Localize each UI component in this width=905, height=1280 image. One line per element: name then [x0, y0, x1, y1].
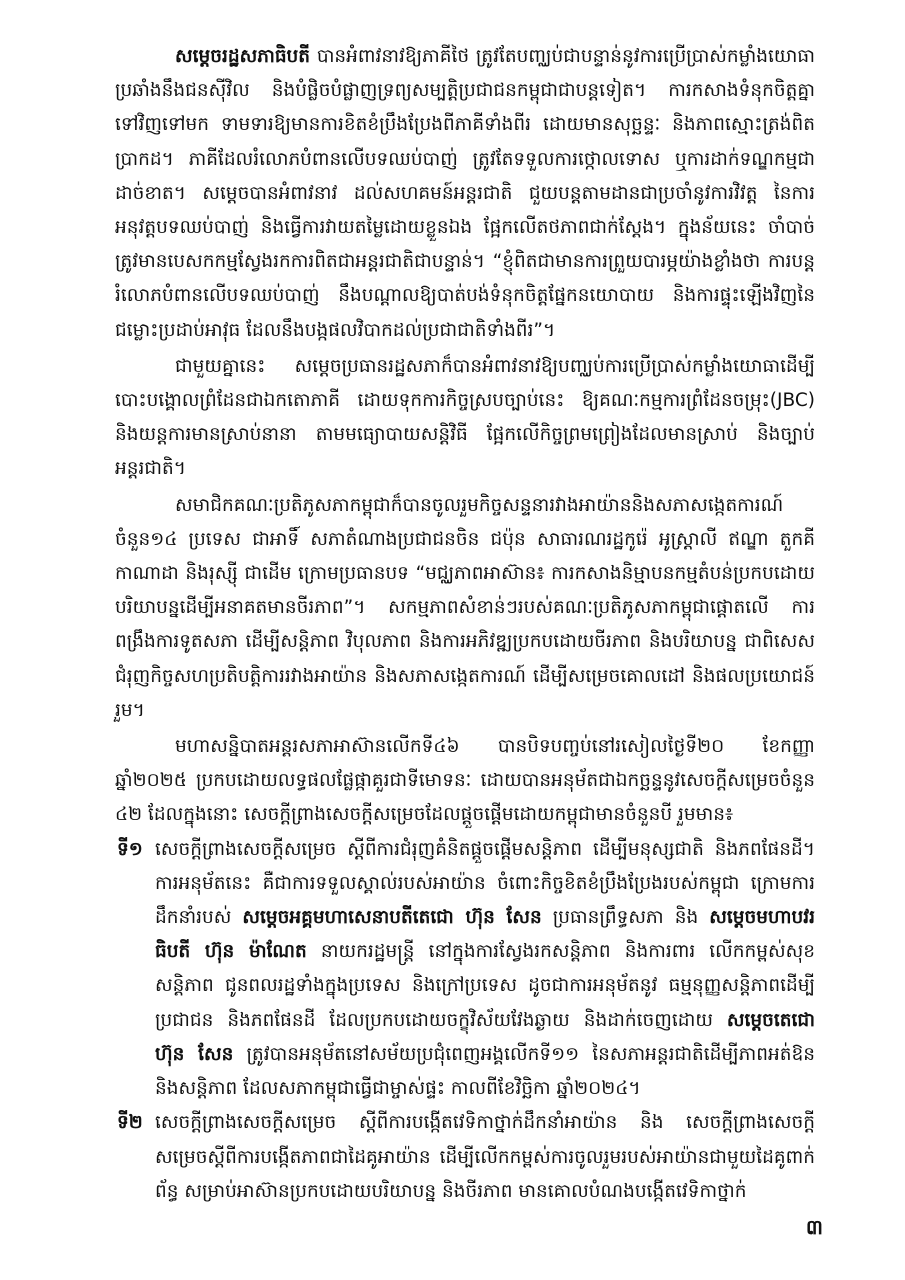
list-item-1-text-b: ប្រធានព្រឹទ្ធសភា និង — [541, 907, 710, 929]
list-item-1-bold-b: សម្តេចមហាបវរធិបតី ហ៊ុន ម៉ាណែត — [155, 907, 815, 963]
list-item-2-text: សេចក្តីព្រាងសេចក្តីសម្រេច ស្តីពីការបង្កើតវេទិកាថ្នាក់ដឹកនាំអាយ៉ាន និង សេចក្តីព្រាងសេចក្តីសម្រេចស្តីពីការបង្កើតភាពជាដៃគូអាយ៉ាន ដើម្បីលើកកម្ពស់ការចូលរួមរបស់អាយ៉ានជាមួយដៃគូពាក់ព័ន្ធ សម្រាប់អាស៊ានប្រកបដោយបរិយាបន្ន និងចីរភាព មានគោលបំណងបង្កើតវេទិកាថ្នាក់ — [155, 1112, 815, 1202]
page-number: ៣ — [805, 1215, 823, 1239]
paragraph-1-text: បានអំពាវនាវឱ្យភាគីថៃ ត្រូវតែបញ្ឈប់ជាបន្ទាន់នូវការប្រើប្រាស់កម្លាំងយោធាប្រឆាំងនឹងជនស៊ីវិល និងបំផ្លិចបំផ្លាញទ្រព្យសម្បត្តិប្រជាជនកម្ពុជាជាបន្តទៀត។ ការកសាងទំនុកចិត្តគ្នាទៅវិញទៅមក ទាមទារឱ្យមានការខិតខំប្រឹងប្រែងពីភាគីទាំងពីរ ដោយមានសុច្ឆន្ទៈ និងភាពស្មោះត្រង់ពិតប្រាកដ។ ភាគីដែលរំលោភបំពានលើបទឈប់បាញ់ ត្រូវតែទទួលការថ្កោលទោស ឬការដាក់ទណ្ឌកម្មជាដាច់ខាត។ សម្តេចបានអំពាវនាវ ដល់សហគមន៍អន្តរជាតិ ជួយបន្តតាមដានជាប្រចាំនូវការវិវត្ត នៃការអនុវត្តបទឈប់បាញ់ និងធ្វើការវាយតម្លៃដោយខ្លួនឯង ផ្អែកលើតថភាពជាក់ស្តែង។ ក្នុងន័យនេះ ចាំបាច់ត្រូវមានបេសកកម្មស្វែងរកការពិតជាអន្តរជាតិជាបន្ទាន់។ “ខ្ញុំពិតជាមានការព្រួយបារម្ភយ៉ាងខ្លាំងថា ការបន្តរំលោភបំពានលើបទឈប់បាញ់ នឹងបណ្តាលឱ្យបាត់បង់ទំនុកចិត្តផ្នែកនយោបាយ និងការផ្ទុះឡើងវិញនៃជម្លោះប្រដាប់អាវុធ ដែលនឹងបង្កផលវិបាកដល់ប្រជាជាតិទាំងពីរ”។ — [115, 46, 815, 341]
list-item-1-bold-a: សម្តេចអគ្គមហាសេនាបតីតេជោ ហ៊ុន សែន — [242, 907, 542, 929]
list-item-1-text-d: ត្រូវបានអនុម័តនៅសម័យប្រជុំពេញអង្គលើកទី១១ នៃសភាអន្តរជាតិដើម្បីភាពអត់ឱន និងសន្តិភាព ដែលសភាកម្ពុជាធ្វើជាម្ចាស់ផ្ទះ កាលពីខែវិច្ឆិកា ឆ្នាំ២០២៤។ — [155, 1043, 815, 1100]
paragraph-4: មហាសន្និបាតអន្តរសភាអាស៊ានលើកទី៤៦ បានបិទបញ្ចប់នៅរសៀលថ្ងៃទី២០ ខែកញ្ញា ឆ្នាំ២០២៥ ប្រកបដោយលទ្ធផលផ្លែផ្កាគួរជាទីមោទនៈ ដោយបានអនុម័តជាឯកច្ឆន្ទនូវសេចក្តីសម្រេចចំនួន ៤២ ដែលក្នុងនោះ សេចក្តីព្រាងសេចក្តីសម្រេចដែលផ្តួចផ្តើមដោយកម្ពុជាមានចំនួនបី រួមមាន៖ — [115, 736, 815, 826]
paragraph-1-bold-lead: សម្តេចរដ្ឋសភាធិបតី — [175, 46, 311, 67]
list-item-2-number: ទី២ — [117, 1112, 143, 1134]
list-item-1-number: ទី១ — [117, 838, 143, 860]
list-item-1-text-a: សេចក្តីព្រាងសេចក្តីសម្រេច ស្តីពីការជំរុញគំនិតផ្តួចផ្តើមសន្តិភាព ដើម្បីមនុស្សជាតិ និងភពផែនដី។ ការអនុម័តនេះ គឺជាការទទួលស្គាល់របស់អាយ៉ាន ចំពោះកិច្ចខិតខំប្រឹងប្រែងរបស់កម្ពុជា ក្រោមការដឹកនាំរបស់ — [155, 838, 815, 929]
paragraph-1 — [115, 40, 815, 348]
paragraph-3: សមាជិកគណៈប្រតិភូសភាកម្ពុជាក៏បានចូលរួមកិច្ចសន្ទនារវាងអាយ៉ាននិងសភាសង្កេតការណ៍ចំនួន១៤ ប្រទេស ជាអាទិ៍ សភាតំណាងប្រជាជនចិន ជប៉ុន សាធារណរដ្ឋកូរ៉េ អូស្ត្រាលី ឥណ្ឌា តួកគី កាណាដា និងរុស្ស៊ី ជាដើម ក្រោមប្រធានបទ “មជ្ឈភាពអាស៊ាន៖ ការកសាងនិម្មាបនកម្មតំបន់ប្រកបដោយបរិយាបន្នដើម្បីអនាគតមានចីរភាព”។ សកម្មភាពសំខាន់ៗរបស់គណៈប្រតិភូសភាកម្ពុជាផ្តោតលើ ការពង្រឹងការទូតសភា ដើម្បីសន្តិភាព វិបុលភាព និងការអភិវឌ្ឍប្រកបដោយចីរភាព និងបរិយាបន្ន ជាពិសេសជំរុញកិច្ចសហប្រតិបត្តិការរវាងអាយ៉ាន និងសភាសង្កេតការណ៍ ដើម្បីសម្រេចគោលដៅ និងផលប្រយោជន៍រួម។ — [115, 494, 815, 721]
paragraph-2: ជាមួយគ្នានេះ សម្តេចប្រធានរដ្ឋសភាក៏បានអំពាវនាវឱ្យបញ្ឈប់ការប្រើប្រាស់កម្លាំងយោធាដើម្បីបោះបង្គោលព្រំដែនជាឯកតោភាគី ដោយទុកការកិច្ចស្របច្បាប់នេះ ឱ្យគណៈកម្មការព្រំដែនចម្រុះ(JBC) និងយន្តការមានស្រាប់នានា តាមមធ្យោបាយសន្តិវិធី ផ្អែកលើកិច្ចព្រមព្រៀងដែលមានស្រាប់ និងច្បាប់អន្តរជាតិ។ — [115, 355, 815, 480]
list-item-2 — [115, 1106, 815, 1209]
list-item-1 — [115, 833, 815, 1107]
list-item-1-bold-c: សម្តេចតេជោ ហ៊ុន សែន — [155, 1009, 815, 1065]
list-item-1-text-c: នាយករដ្ឋមន្ត្រី នៅក្នុងការស្វែងរកសន្តិភាព និងការពារ លើកកម្ពស់សុខសន្តិភាព ជូនពលរដ្ឋទាំងក្នុងប្រទេស និងក្រៅប្រទេស ដូចជាការអនុម័តនូវ ធម្មនុញ្ញសន្តិភាពដើម្បីប្រជាជន និងភពផែនដី ដែលប្រកបដោយចក្ខុវិស័យវែងឆ្ងាយ និងដាក់ចេញដោយ — [155, 941, 815, 1031]
